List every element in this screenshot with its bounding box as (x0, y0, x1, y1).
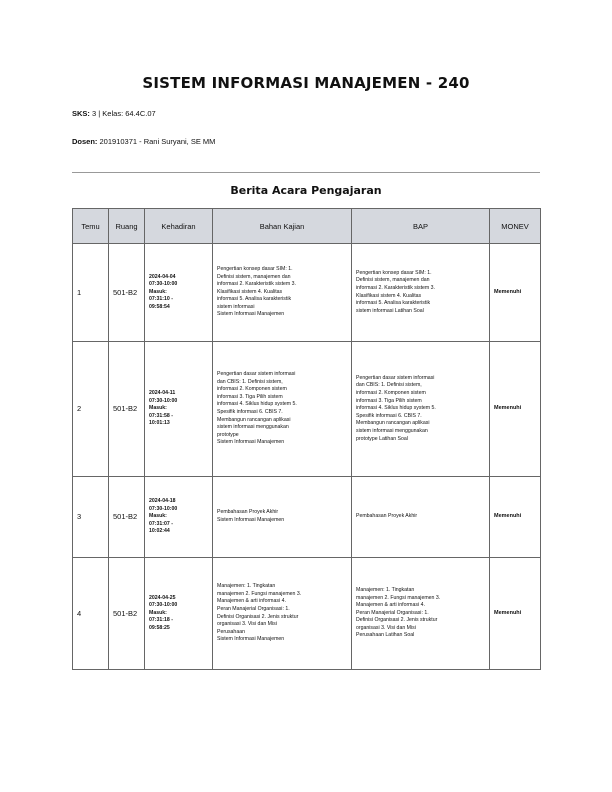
header-kehadiran: Kehadiran (145, 209, 213, 244)
cell-ruang: 501-B2 (109, 477, 145, 558)
bahan-line: Sistem Informasi Manajemen (217, 439, 285, 446)
cell-bap (352, 558, 490, 670)
kehadiran-line: 07:31:10 - (149, 296, 173, 303)
bap-line: informasi 3. Tiga Pilih sistem (356, 397, 422, 404)
bahan-line: prototype (217, 431, 239, 438)
kehadiran-line: 07:31:07 - (149, 520, 173, 527)
header-bap: BAP (352, 209, 490, 244)
kehadiran-line: 2024-04-11 (149, 390, 176, 397)
bahan-line: Pengertian konsep dasar SIM: 1. (217, 265, 293, 272)
page-title: SISTEM INFORMASI MANAJEMEN - 240 (142, 74, 470, 92)
kehadiran-line: Masuk: (149, 609, 167, 616)
bahan-line: informasi 5. Analisa karakteristik (217, 296, 292, 303)
bap-line: sistem informasi menggunakan (356, 427, 428, 434)
monev-status: Memenuhi (494, 609, 522, 616)
bahan-line: Sistem Informasi Manajemen (217, 517, 285, 523)
section-title: Berita Acara Pengajaran (230, 184, 382, 197)
cell-monev (490, 558, 541, 670)
kehadiran-line: 07:30-10:00 (149, 602, 178, 609)
monev-status: Memenuhi (494, 405, 522, 412)
bap-line: manajemen 2. Fungsi manajemen 3. (356, 594, 441, 601)
cell-bahan-kajian (213, 342, 352, 477)
bap-line: informasi 5. Analisa karakteristik (356, 300, 431, 307)
cell-bahan-kajian (213, 244, 352, 342)
bap-line: dan CBIS: 1. Definisi sistem, (356, 382, 422, 389)
sks-value: 3 | Kelas: 64.4C.07 (92, 109, 156, 118)
kehadiran-line: 2024-04-04 (149, 273, 176, 280)
bahan-line: informasi 3. Tiga Pilih sistem (217, 393, 283, 400)
header-monev: MONEV (490, 209, 541, 244)
bap-line: informasi 2. Karakteristik sistem 3. (356, 284, 435, 291)
bap-line: Spesifik informasi 6. CBIS 7. (356, 412, 422, 419)
monev-status: Memenuhi (494, 513, 522, 520)
cell-bap (352, 244, 490, 342)
cell-bap (352, 477, 490, 558)
bap-line: Manajemen & arti informasi 4. (356, 602, 425, 609)
kehadiran-line: 10:02:44 (149, 528, 170, 535)
bap-line: Membangun rancangan aplikasi (356, 420, 430, 427)
bap-line: Peran Manajerial Organisasi: 1. (356, 609, 429, 616)
bahan-line: Pengertian dasar sistem informasi (217, 371, 296, 378)
bahan-line: Pembahasan Proyek Akhir (217, 509, 279, 516)
bap-line: Pembahasan Proyek Akhir (356, 513, 418, 520)
kehadiran-line: Masuk: (149, 513, 167, 520)
bahan-line: Sistem Informasi Manajemen (217, 636, 285, 643)
dosen-value: 201910371 - Rani Suryani, SE MM (99, 137, 216, 146)
bahan-line: Definisi sistem, manajemen dan (217, 273, 291, 280)
bahan-line: Sistem Informasi Manajemen (217, 311, 285, 318)
kehadiran-line: 07:31:58 - (149, 412, 173, 419)
bap-line: informasi 4. Siklus hidup system 5. (356, 405, 436, 412)
kehadiran-line: 07:30-10:00 (149, 397, 178, 404)
bap-line: informasi 2. Komponen sistem (356, 390, 426, 397)
bahan-line: organisasi 3. Visi dan Misi (217, 621, 277, 628)
kehadiran-line: 09:58:25 (149, 624, 170, 631)
kehadiran-line: Masuk: (149, 288, 167, 295)
cell-temu: 2 (73, 342, 109, 477)
table-header-row (73, 209, 541, 244)
kehadiran-line: 07:31:18 - (149, 617, 173, 624)
bahan-line: Manajemen: 1. Tingkatan (217, 583, 276, 590)
bahan-line: sistem informasi (217, 303, 255, 310)
cell-kehadiran (145, 558, 213, 670)
kehadiran-line: 2024-04-18 (149, 498, 176, 505)
bahan-line: Membangun rancangan aplikasi (217, 416, 291, 423)
bap-line: sistem informasi Latihan Soal (356, 307, 424, 314)
bahan-line: informasi 2. Karakteristik sistem 3. (217, 281, 296, 288)
dosen-info (72, 137, 215, 146)
bahan-line: Klasifikasi sistem 4. Kualitas (217, 288, 283, 295)
header-bahan-kajian: Bahan Kajian (213, 209, 352, 244)
cell-bahan-kajian (213, 558, 352, 670)
monev-status: Memenuhi (494, 288, 522, 295)
bahan-line: informasi 2. Komponen sistem (217, 386, 287, 393)
sks-kelas-info (72, 109, 156, 118)
table-row (73, 477, 541, 558)
bap-line: Pengertian konsep dasar SIM: 1. (356, 269, 432, 276)
bahan-line: sistem informasi menggunakan (217, 424, 289, 431)
table-row (73, 558, 541, 670)
cell-monev (490, 244, 541, 342)
table-row (73, 342, 541, 477)
cell-monev (490, 342, 541, 477)
kehadiran-line: Masuk: (149, 405, 167, 412)
bahan-line: Manajemen & arti informasi 4. (217, 598, 286, 605)
bap-line: Pengertian dasar sistem informasi (356, 374, 435, 381)
cell-monev (490, 477, 541, 558)
cell-kehadiran (145, 477, 213, 558)
bahan-line: manajemen 2. Fungsi manajemen 3. (217, 590, 302, 597)
bap-line: Perusahaan Latihan Soal (356, 632, 415, 639)
cell-ruang: 501-B2 (109, 244, 145, 342)
kehadiran-line: 2024-04-25 (149, 594, 176, 601)
cell-temu: 1 (73, 244, 109, 342)
header-ruang: Ruang (109, 209, 145, 244)
bahan-line: informasi 4. Siklus hidup system 5. (217, 401, 297, 408)
cell-kehadiran (145, 244, 213, 342)
cell-ruang: 501-B2 (109, 342, 145, 477)
bahan-line: Definisi Organisasi 2. Jenis struktur (217, 613, 299, 620)
cell-temu: 3 (73, 477, 109, 558)
cell-bahan-kajian (213, 477, 352, 558)
bap-line: Manajemen: 1. Tingkatan (356, 586, 415, 593)
cell-kehadiran (145, 342, 213, 477)
table-row (73, 244, 541, 342)
bap-line: Definisi sistem, manajemen dan (356, 277, 430, 284)
bap-line: organisasi 3. Visi dan Misi (356, 624, 416, 631)
kehadiran-line: 07:30-10:00 (149, 281, 178, 288)
kehadiran-line: 09:58:54 (149, 303, 170, 310)
dosen-label: Dosen: (72, 137, 98, 146)
bahan-line: dan CBIS: 1. Definisi sistem, (217, 378, 283, 385)
bap-line: prototype Latihan Soal (356, 435, 408, 442)
bap-line: Definisi Organisasi 2. Jenis struktur (356, 617, 438, 624)
bahan-line: Peran Manajerial Organisasi: 1. (217, 605, 290, 612)
header-temu: Temu (73, 209, 109, 244)
divider (72, 172, 540, 173)
berita-acara-table (72, 208, 541, 670)
bahan-line: Perusahaan (217, 628, 245, 635)
sks-label: SKS: (72, 109, 90, 118)
kehadiran-line: 10:01:13 (149, 420, 170, 427)
bap-line: Klasifikasi sistem 4. Kualitas (356, 292, 422, 299)
cell-bap (352, 342, 490, 477)
cell-ruang: 501-B2 (109, 558, 145, 670)
bahan-line: Spesifik informasi 6. CBIS 7. (217, 409, 283, 415)
cell-temu: 4 (73, 558, 109, 670)
kehadiran-line: 07:30-10:00 (149, 505, 178, 512)
